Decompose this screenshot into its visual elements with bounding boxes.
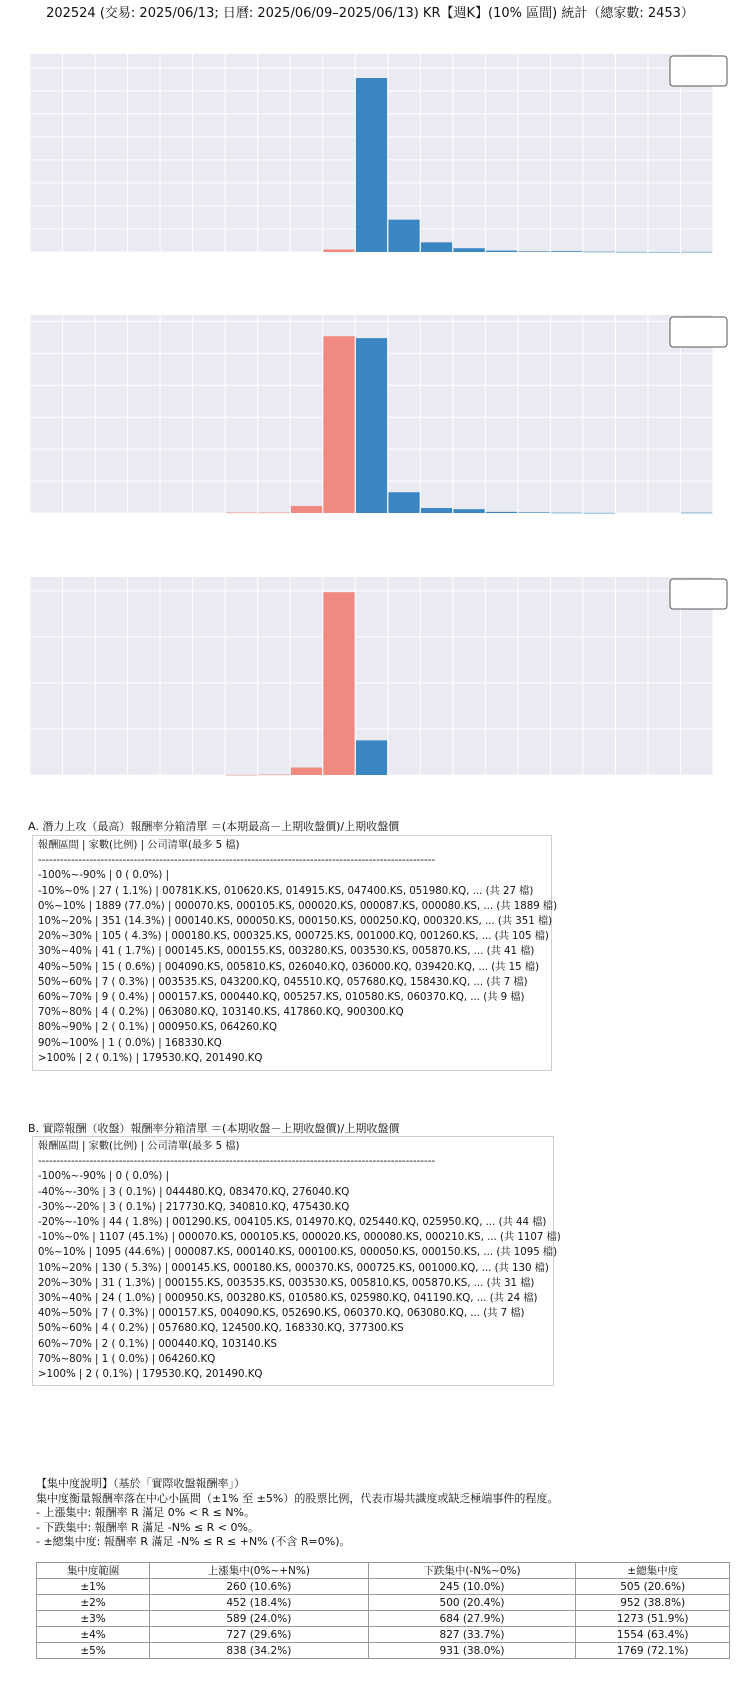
bar xyxy=(584,252,615,253)
list-row: >100% | 2 ( 0.1%) | 179530.KQ, 201490.KQ xyxy=(38,1052,263,1064)
bar xyxy=(356,78,387,252)
table-cell: ±3% xyxy=(37,1611,150,1627)
chart-actual-close xyxy=(0,295,740,550)
table-header-cell: 下跌集中(-N%~0%) xyxy=(368,1563,576,1579)
table-cell: ±4% xyxy=(37,1627,150,1643)
table-cell: 260 (10.6%) xyxy=(150,1579,368,1595)
table-cell: 1273 (51.9%) xyxy=(576,1611,730,1627)
list-row: 40%~50% | 7 ( 0.3%) | 000157.KS, 004090.KS, 052690.KS, 060370.KQ, 063080.KQ, ... (共 7 檔) xyxy=(38,1308,525,1320)
list-row: -100%~-90% | 0 ( 0.0%) | xyxy=(38,870,170,882)
notes-heading: 【集中度說明】（基於「實際收盤報酬率」） xyxy=(36,1477,245,1490)
list-row: -10%~0% | 1107 (45.1%) | 000070.KS, 000105.KS, 000020.KS, 000080.KS, 000210.KS, ... (共 1107 檔) xyxy=(38,1232,561,1244)
chart-upside-high xyxy=(0,34,740,289)
table-cell: 589 (24.0%) xyxy=(150,1611,368,1627)
concentration-notes xyxy=(36,1477,558,1550)
bar xyxy=(356,338,387,513)
list-row: 10%~20% | 130 ( 5.3%) | 000145.KS, 000180.KS, 000370.KS, 000725.KS, 001000.KQ, ... (共 130 檔) xyxy=(38,1262,549,1274)
bar xyxy=(323,336,354,513)
table-cell: 931 (38.0%) xyxy=(368,1643,576,1659)
chart-downside-low xyxy=(0,557,740,812)
bar xyxy=(551,251,582,252)
legend-box xyxy=(670,56,727,86)
bar xyxy=(323,592,354,775)
table-row xyxy=(37,1579,730,1595)
table-cell: 245 (10.0%) xyxy=(368,1579,576,1595)
list-row: -10%~0% | 27 ( 1.1%) | 00781K.KS, 010620.KS, 014915.KS, 047400.KS, 051980.KQ, ... (共 27 檔) xyxy=(38,885,534,897)
bar xyxy=(486,251,517,252)
notes-line: - ±總集中度: 報酬率 R 滿足 -N% ≤ R ≤ +N% (不含 R=0%)。 xyxy=(36,1535,351,1548)
table-header-cell: 上漲集中(0%~+N%) xyxy=(150,1563,368,1579)
table-cell: 500 (20.4%) xyxy=(368,1595,576,1611)
chart-legend xyxy=(670,579,727,609)
notes-line: - 下跌集中: 報酬率 R 滿足 -N% ≤ R < 0%。 xyxy=(36,1520,259,1534)
list-row: 90%~100% | 1 ( 0.0%) | 168330.KQ xyxy=(38,1037,222,1049)
bar xyxy=(453,248,484,252)
section-b-title: B. 實際報酬（收盤）報酬率分箱清單 ＝(本期收盤－上期收盤價)/上期收盤價 xyxy=(28,1122,400,1135)
list-header: 報酬區間 | 家數(比例) | 公司清單(最多 5 檔) xyxy=(38,1141,240,1152)
bar xyxy=(421,242,452,252)
table-header-cell: 集中度範圍 xyxy=(37,1563,150,1579)
list-row: 60%~70% | 9 ( 0.4%) | 000157.KS, 000440.KQ, 005257.KS, 010580.KS, 060370.KQ, ... (共 9 檔) xyxy=(38,992,525,1004)
bar xyxy=(519,251,550,252)
table-cell: 827 (33.7%) xyxy=(368,1627,576,1643)
list-row: 20%~30% | 31 ( 1.3%) | 000155.KS, 003535.KS, 003530.KS, 005810.KS, 005870.KS, ... (共 31 檔) xyxy=(38,1277,535,1289)
bar xyxy=(616,252,647,253)
table-cell: 1554 (63.4%) xyxy=(576,1627,730,1643)
table-cell: 727 (29.6%) xyxy=(150,1627,368,1643)
table-cell: ±2% xyxy=(37,1595,150,1611)
list-row: 10%~20% | 351 (14.3%) | 000140.KS, 000050.KS, 000150.KS, 000250.KQ, 000320.KS, ... (共 351 檔) xyxy=(38,916,553,928)
bar xyxy=(291,506,322,513)
notes-line: - 上漲集中: 報酬率 R 滿足 0% < R ≤ N%。 xyxy=(36,1506,255,1519)
list-row: -40%~-30% | 3 ( 0.1%) | 044480.KQ, 083470.KQ, 276040.KQ xyxy=(38,1186,350,1198)
list-separator: ------------------------------------------------------------------------------------------------------------ xyxy=(38,1156,436,1168)
table-cell: 838 (34.2%) xyxy=(150,1643,368,1659)
bar xyxy=(519,512,550,513)
bar xyxy=(258,775,289,776)
bar xyxy=(584,513,615,514)
section-b-table xyxy=(32,1136,561,1386)
list-separator: ------------------------------------------------------------------------------------------------------------ xyxy=(38,855,436,867)
bar xyxy=(258,513,289,514)
list-row: >100% | 2 ( 0.1%) | 179530.KQ, 201490.KQ xyxy=(38,1369,263,1381)
bar xyxy=(388,492,419,513)
list-row: 70%~80% | 4 ( 0.2%) | 063080.KQ, 103140.KS, 417860.KQ, 900300.KQ xyxy=(38,1007,404,1019)
bar xyxy=(226,513,257,514)
page-title: 202524 (交易: 2025/06/13; 日曆: 2025/06/09–2025/06/13) KR【週K】(10% 區間) 統計（總家數: 2453） xyxy=(46,6,694,21)
table-cell: 452 (18.4%) xyxy=(150,1595,368,1611)
list-row: -20%~-10% | 44 ( 1.8%) | 001290.KS, 004105.KS, 014970.KQ, 025440.KQ, 025950.KQ, ... (共 44 檔) xyxy=(38,1217,547,1229)
list-row: -100%~-90% | 0 ( 0.0%) | xyxy=(38,1171,170,1183)
bar xyxy=(356,740,387,775)
bar xyxy=(323,250,354,252)
legend-box xyxy=(670,317,727,347)
table-cell: ±1% xyxy=(37,1579,150,1595)
section-a-table xyxy=(32,835,558,1071)
bar xyxy=(226,775,257,776)
list-row: 0%~10% | 1889 (77.0%) | 000070.KS, 000105.KS, 000020.KS, 000087.KS, 000080.KS, ... (共 1889 檔) xyxy=(38,900,558,912)
list-row: 50%~60% | 7 ( 0.3%) | 003535.KS, 043200.KQ, 045510.KQ, 057680.KQ, 158430.KQ, ... (共 7 檔) xyxy=(38,976,528,988)
bar xyxy=(681,513,712,514)
table-cell: 952 (38.8%) xyxy=(576,1595,730,1611)
bar xyxy=(388,220,419,252)
table-row xyxy=(37,1595,730,1611)
list-row: 60%~70% | 2 ( 0.1%) | 000440.KQ, 103140.KS xyxy=(38,1338,278,1350)
list-row: 20%~30% | 105 ( 4.3%) | 000180.KS, 000325.KS, 000725.KS, 001000.KQ, 001260.KS, ... (共 105 檔) xyxy=(38,931,549,943)
list-row: 50%~60% | 4 ( 0.2%) | 057680.KQ, 124500.KQ, 168330.KQ, 377300.KS xyxy=(38,1323,404,1335)
list-row: -30%~-20% | 3 ( 0.1%) | 217730.KQ, 340810.KQ, 475430.KQ xyxy=(38,1201,350,1213)
legend-box xyxy=(670,579,727,609)
list-row: 40%~50% | 15 ( 0.6%) | 004090.KS, 005810.KS, 026040.KQ, 036000.KQ, 039420.KQ, ... (共 15 檔) xyxy=(38,961,540,973)
bar xyxy=(486,512,517,513)
list-header: 報酬區間 | 家數(比例) | 公司清單(最多 5 檔) xyxy=(38,840,240,851)
bar xyxy=(551,513,582,514)
bar xyxy=(453,509,484,513)
chart-legend xyxy=(670,317,727,347)
list-row: 30%~40% | 41 ( 1.7%) | 000145.KS, 000155.KS, 003280.KS, 003530.KS, 005870.KS, ... (共 41 檔) xyxy=(38,946,535,958)
bar xyxy=(421,508,452,513)
table-header-cell: ±總集中度 xyxy=(576,1563,730,1579)
section-a-title: A. 潛力上攻（最高）報酬率分箱清單 ＝(本期最高－上期收盤價)/上期收盤價 xyxy=(28,820,400,833)
list-row: 30%~40% | 24 ( 1.0%) | 000950.KS, 003280.KS, 010580.KS, 025980.KQ, 041190.KQ, ... (共 24 檔) xyxy=(38,1293,538,1305)
list-row: 0%~10% | 1095 (44.6%) | 000087.KS, 000140.KS, 000100.KS, 000050.KS, 000150.KS, ... (共 1095 檔) xyxy=(38,1247,558,1259)
bar xyxy=(291,768,322,775)
list-row: 80%~90% | 2 ( 0.1%) | 000950.KS, 064260.KQ xyxy=(38,1022,278,1034)
list-row: 70%~80% | 1 ( 0.0%) | 064260.KQ xyxy=(38,1353,216,1365)
table-cell: 684 (27.9%) xyxy=(368,1611,576,1627)
table-row xyxy=(37,1643,730,1659)
concentration-table xyxy=(36,1562,730,1659)
table-row xyxy=(37,1611,730,1627)
table-cell: 1769 (72.1%) xyxy=(576,1643,730,1659)
bar xyxy=(649,252,680,253)
notes-line: 集中度衡量報酬率落在中心小區間（±1% 至 ±5%）的股票比例，代表市場共識度或缺乏極端事件的程度。 xyxy=(36,1491,559,1505)
chart-legend xyxy=(670,56,727,86)
table-row xyxy=(37,1627,730,1643)
table-cell: 505 (20.6%) xyxy=(576,1579,730,1595)
table-cell: ±5% xyxy=(37,1643,150,1659)
bar xyxy=(681,252,712,253)
